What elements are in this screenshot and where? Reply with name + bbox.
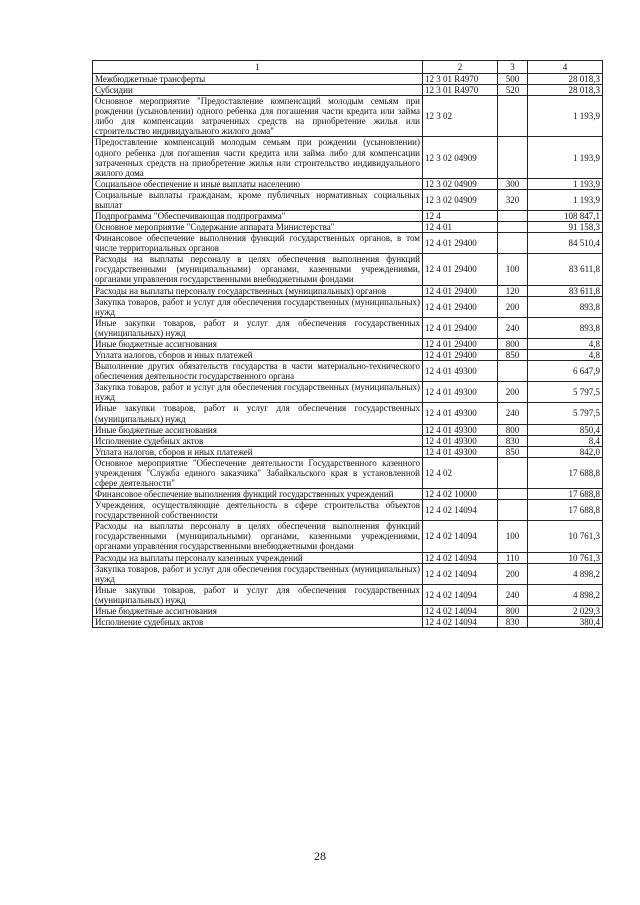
table-row [93, 424, 603, 435]
table-row [93, 285, 603, 296]
row-sum-cell: 5 797,5 [528, 403, 603, 424]
table-row [93, 382, 603, 403]
row-name-cell: Иные закупки товаров, работ и услуг для обеспечения государственных (муниципальных) нужд [93, 403, 423, 424]
row-sum-cell: 1 193,9 [528, 189, 603, 210]
row-code-cell: 12 4 01 29400 [423, 254, 498, 285]
table-row [93, 457, 603, 488]
table-row [93, 233, 603, 254]
row-name-cell: Закупка товаров, работ и услуг для обеспечения государственных (муниципальных) нужд [93, 296, 423, 317]
row-name-cell: Уплата налогов, сборов и иных платежей [93, 350, 423, 361]
table-row [93, 189, 603, 210]
table-row [93, 403, 603, 424]
row-code-cell: 12 4 02 14094 [423, 616, 498, 627]
table-row [93, 584, 603, 605]
row-name-cell: Расходы на выплаты персоналу государственных (муниципальных) органов [93, 285, 423, 296]
row-expense-type-cell [498, 500, 528, 521]
row-name-cell: Уплата налогов, сборов и иных платежей [93, 446, 423, 457]
row-code-cell: 12 4 02 14094 [423, 605, 498, 616]
table-row [93, 254, 603, 285]
table-row [93, 296, 603, 317]
row-sum-cell: 4,8 [528, 338, 603, 349]
row-expense-type-cell [498, 361, 528, 382]
table-row [93, 552, 603, 563]
row-code-cell: 12 3 02 04909 [423, 137, 498, 178]
row-sum-cell: 91 158,3 [528, 222, 603, 233]
row-name-cell: Социальные выплаты гражданам, кроме публичных нормативных социальных выплат [93, 189, 423, 210]
row-name-cell: Закупка товаров, работ и услуг для обеспечения государственных (муниципальных) нужд [93, 382, 423, 403]
row-expense-type-cell: 200 [498, 296, 528, 317]
row-code-cell: 12 4 01 49300 [423, 435, 498, 446]
row-code-cell: 12 4 02 10000 [423, 489, 498, 500]
table-row [93, 74, 603, 85]
column-header-name: 1 [93, 61, 423, 74]
row-expense-type-cell [498, 233, 528, 254]
row-sum-cell: 5 797,5 [528, 382, 603, 403]
table-row [93, 489, 603, 500]
row-code-cell: 12 4 02 14094 [423, 584, 498, 605]
row-expense-type-cell [498, 96, 528, 137]
table-row [93, 96, 603, 137]
row-sum-cell: 850,4 [528, 424, 603, 435]
row-code-cell: 12 4 02 14094 [423, 500, 498, 521]
row-sum-cell: 84 510,4 [528, 233, 603, 254]
row-code-cell: 12 4 02 14094 [423, 552, 498, 563]
row-expense-type-cell: 120 [498, 285, 528, 296]
row-expense-type-cell: 520 [498, 85, 528, 96]
row-sum-cell: 1 193,9 [528, 137, 603, 178]
row-code-cell: 12 4 01 29400 [423, 350, 498, 361]
table-row [93, 435, 603, 446]
table-header [93, 61, 603, 74]
row-expense-type-cell [498, 222, 528, 233]
header-row [93, 61, 603, 74]
row-name-cell: Иные бюджетные ассигнования [93, 338, 423, 349]
row-code-cell: 12 4 01 49300 [423, 424, 498, 435]
row-expense-type-cell: 800 [498, 605, 528, 616]
row-name-cell: Межбюджетные трансферты [93, 74, 423, 85]
row-sum-cell: 1 193,9 [528, 96, 603, 137]
row-name-cell: Подпрограмма "Обеспечивающая подпрограмма" [93, 211, 423, 222]
row-expense-type-cell: 200 [498, 563, 528, 584]
column-header-code: 2 [423, 61, 498, 74]
row-name-cell: Иные закупки товаров, работ и услуг для обеспечения государственных (муниципальных) нужд [93, 317, 423, 338]
row-sum-cell: 4,8 [528, 350, 603, 361]
row-code-cell: 12 3 01 R4970 [423, 85, 498, 96]
table-row [93, 500, 603, 521]
row-name-cell: Предоставление компенсаций молодым семьям при рождении (усыновлении) одного ребенка для погашения части кредита или займа либо для компенсации затраченных средств на приобретение жилья или строительство индивидуального жилого дома [93, 137, 423, 178]
row-name-cell: Закупка товаров, работ и услуг для обеспечения государственных (муниципальных) нужд [93, 563, 423, 584]
row-code-cell: 12 4 02 [423, 457, 498, 488]
row-expense-type-cell: 100 [498, 254, 528, 285]
row-code-cell: 12 3 01 R4970 [423, 74, 498, 85]
table-row [93, 211, 603, 222]
row-expense-type-cell: 110 [498, 552, 528, 563]
table-row [93, 85, 603, 96]
row-name-cell: Основное мероприятие "Предоставление компенсаций молодым семьям при рождении (усыновлении) одного ребенка для погашения части кредита или займа либо для компенсации затраченных средств на приобретение жилья или строительство индивидуального жилого дома" [93, 96, 423, 137]
row-code-cell: 12 3 02 [423, 96, 498, 137]
row-code-cell: 12 4 [423, 211, 498, 222]
table-row [93, 350, 603, 361]
column-header-sum: 4 [528, 61, 603, 74]
row-expense-type-cell: 240 [498, 317, 528, 338]
table-row [93, 605, 603, 616]
row-expense-type-cell: 850 [498, 446, 528, 457]
row-name-cell: Иные закупки товаров, работ и услуг для обеспечения государственных (муниципальных) нужд [93, 584, 423, 605]
budget-table [92, 60, 603, 628]
row-name-cell: Расходы на выплаты персоналу казенных учреждений [93, 552, 423, 563]
row-name-cell: Социальное обеспечение и иные выплаты населению [93, 178, 423, 189]
row-name-cell: Основное мероприятие "Обеспечение деятельности Государственного казенного учреждения "Служба единого заказчика" Забайкальского края в установленной сфере деятельности" [93, 457, 423, 488]
row-code-cell: 12 4 01 29400 [423, 233, 498, 254]
row-code-cell: 12 3 02 04909 [423, 189, 498, 210]
table-row [93, 222, 603, 233]
row-sum-cell: 28 018,3 [528, 74, 603, 85]
table-row [93, 446, 603, 457]
table-row [93, 137, 603, 178]
row-name-cell: Расходы на выплаты персоналу в целях обеспечения выполнения функций государственными (муниципальными) органами, казенными учреждениями, органами управления государственными внебюджетными фондами [93, 521, 423, 552]
row-expense-type-cell [498, 137, 528, 178]
row-expense-type-cell: 100 [498, 521, 528, 552]
row-expense-type-cell: 300 [498, 178, 528, 189]
row-expense-type-cell: 200 [498, 382, 528, 403]
row-sum-cell: 380,4 [528, 616, 603, 627]
table-row [93, 521, 603, 552]
row-name-cell: Исполнение судебных актов [93, 435, 423, 446]
row-sum-cell: 108 847,1 [528, 211, 603, 222]
row-sum-cell: 842,0 [528, 446, 603, 457]
row-code-cell: 12 4 01 49300 [423, 361, 498, 382]
row-sum-cell: 17 688,8 [528, 457, 603, 488]
row-sum-cell: 83 611,8 [528, 285, 603, 296]
row-code-cell: 12 4 01 29400 [423, 285, 498, 296]
row-sum-cell: 4 898,2 [528, 563, 603, 584]
table-row [93, 563, 603, 584]
row-sum-cell: 10 761,3 [528, 552, 603, 563]
row-sum-cell: 6 647,9 [528, 361, 603, 382]
row-expense-type-cell: 830 [498, 616, 528, 627]
row-code-cell: 12 4 01 [423, 222, 498, 233]
page-number: 28 [314, 849, 326, 863]
row-code-cell: 12 4 01 49300 [423, 403, 498, 424]
row-sum-cell: 28 018,3 [528, 85, 603, 96]
table-row [93, 616, 603, 627]
row-code-cell: 12 4 01 49300 [423, 446, 498, 457]
row-code-cell: 12 4 01 29400 [423, 317, 498, 338]
row-code-cell: 12 4 01 29400 [423, 296, 498, 317]
row-expense-type-cell: 240 [498, 403, 528, 424]
row-code-cell: 12 4 01 29400 [423, 338, 498, 349]
row-sum-cell: 17 688,8 [528, 489, 603, 500]
table-row [93, 317, 603, 338]
row-name-cell: Выполнение других обязательств государства в части материально-технического обеспечения деятельности государственного органа [93, 361, 423, 382]
row-sum-cell: 4 898,2 [528, 584, 603, 605]
row-expense-type-cell: 500 [498, 74, 528, 85]
row-expense-type-cell: 240 [498, 584, 528, 605]
row-code-cell: 12 3 02 04909 [423, 178, 498, 189]
row-expense-type-cell [498, 489, 528, 500]
row-sum-cell: 83 611,8 [528, 254, 603, 285]
row-expense-type-cell: 850 [498, 350, 528, 361]
row-name-cell: Учреждения, осуществляющие деятельность в сфере строительства объектов государственной собственности [93, 500, 423, 521]
column-header-expense-type: 3 [498, 61, 528, 74]
row-sum-cell: 893,8 [528, 317, 603, 338]
row-name-cell: Субсидии [93, 85, 423, 96]
row-sum-cell: 2 029,3 [528, 605, 603, 616]
row-name-cell: Иные бюджетные ассигнования [93, 605, 423, 616]
row-sum-cell: 17 688,8 [528, 500, 603, 521]
row-sum-cell: 1 193,9 [528, 178, 603, 189]
row-name-cell: Финансовое обеспечение выполнения функций государственных органов, в том числе территориальных органов [93, 233, 423, 254]
row-expense-type-cell: 800 [498, 338, 528, 349]
row-code-cell: 12 4 02 14094 [423, 521, 498, 552]
row-name-cell: Основное мероприятие "Содержание аппарата Министерства" [93, 222, 423, 233]
row-code-cell: 12 4 02 14094 [423, 563, 498, 584]
row-expense-type-cell [498, 211, 528, 222]
row-expense-type-cell: 830 [498, 435, 528, 446]
row-code-cell: 12 4 01 49300 [423, 382, 498, 403]
row-name-cell: Финансовое обеспечение выполнения функций государственных учреждений [93, 489, 423, 500]
row-sum-cell: 893,8 [528, 296, 603, 317]
row-sum-cell: 10 761,3 [528, 521, 603, 552]
table-row [93, 178, 603, 189]
table-row [93, 338, 603, 349]
row-sum-cell: 8,4 [528, 435, 603, 446]
table-body [93, 74, 603, 628]
row-name-cell: Иные бюджетные ассигнования [93, 424, 423, 435]
row-expense-type-cell: 320 [498, 189, 528, 210]
row-name-cell: Исполнение судебных актов [93, 616, 423, 627]
table-row [93, 361, 603, 382]
row-name-cell: Расходы на выплаты персоналу в целях обеспечения выполнения функций государственными (муниципальными) органами, казенными учреждениями, органами управления государственными внебюджетными фондами [93, 254, 423, 285]
row-expense-type-cell [498, 457, 528, 488]
row-expense-type-cell: 800 [498, 424, 528, 435]
